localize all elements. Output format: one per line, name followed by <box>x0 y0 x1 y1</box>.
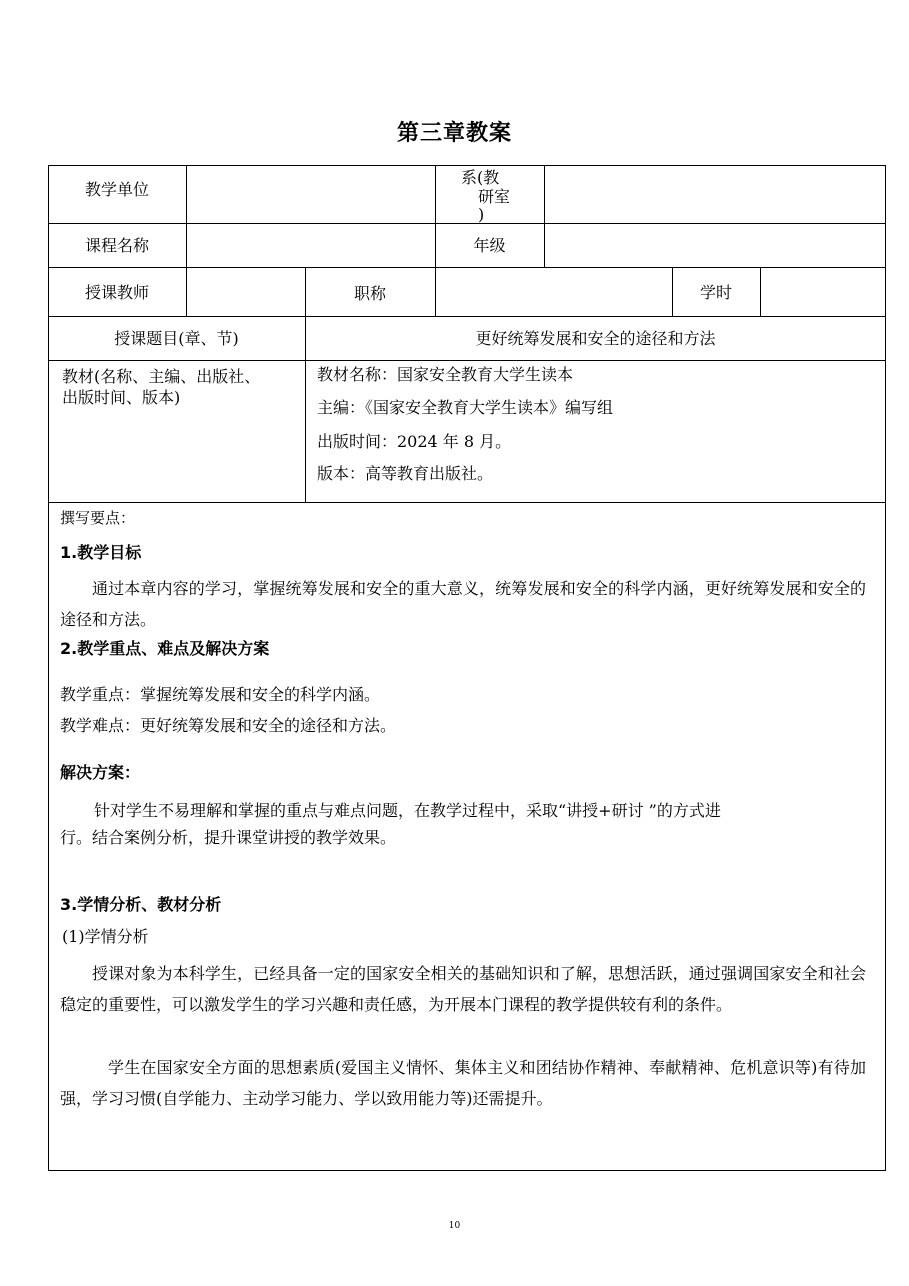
solution-line2: 行。结合案例分析，提升课堂讲授的教学效果。 <box>60 828 397 847</box>
textbook-version: 版本：高等教育出版社。 <box>317 464 494 483</box>
table-rule <box>48 223 886 224</box>
student-analysis-paragraph2: 学生在国家安全方面的思想素质(爱国主义情怀、集体主义和团结协作精神、奉献精神、危机意识等)有待加强，学习习惯(自学能力、主动学习能力、学以致用能力等)还需提升。 <box>60 1058 866 1108</box>
solution-heading: 解决方案： <box>60 763 141 782</box>
teaching-unit-label: 教学单位 <box>84 180 149 199</box>
textbook-label-line2: 出版时间、版本) <box>62 388 181 407</box>
difficult-point: 教学难点：更好统筹发展和安全的途径和方法。 <box>60 716 397 735</box>
department-label-line3: ) <box>478 205 485 224</box>
student-analysis-heading: (1)学情分析 <box>62 927 149 946</box>
section1-paragraph: 通过本章内容的学习，掌握统筹发展和安全的重大意义，统筹发展和安全的科学内涵，更好统筹发展和安全的途径和方法。 <box>60 579 866 629</box>
table-rule <box>186 165 187 317</box>
table-rule <box>544 165 545 268</box>
writing-points-label: 撰写要点： <box>60 509 136 527</box>
department-label-line1: 系(教 <box>461 168 500 187</box>
key-point: 教学重点：掌握统筹发展和安全的科学内涵。 <box>60 685 381 704</box>
textbook-name: 教材名称：国家安全教育大学生读本 <box>317 365 574 384</box>
page-number: 10 <box>448 1221 461 1231</box>
course-name-label: 课程名称 <box>84 236 149 255</box>
table-rule <box>48 502 886 503</box>
page-title: 第三章教案 <box>396 121 512 146</box>
table-rule <box>48 360 886 361</box>
textbook-editor: 主编：《国家安全教育大学生读本》编写组 <box>317 398 614 417</box>
section1-heading: 1.教学目标 <box>60 543 142 562</box>
textbook-label-line1: 教材(名称、主编、出版社、 <box>62 367 261 386</box>
title-rank-label: 职称 <box>353 284 386 303</box>
solution-line1: 针对学生不易理解和掌握的重点与难点问题，在教学过程中，采取“讲授+研讨 ”的方式进 <box>94 801 721 820</box>
topic-label: 授课题目(章、节) <box>114 329 239 348</box>
grade-label: 年级 <box>473 236 506 255</box>
hours-label: 学时 <box>699 283 732 302</box>
teacher-label: 授课教师 <box>84 283 149 302</box>
section2-heading: 2.教学重点、难点及解决方案 <box>60 639 270 658</box>
student-analysis-paragraph1: 授课对象为本科学生，已经具备一定的国家安全相关的基础知识和了解，思想活跃，通过强调国家安全和社会稳定的重要性，可以激发学生的学习兴趣和责任感，为开展本门课程的教学提供较有利的条件。 <box>60 964 866 1014</box>
table-rule <box>760 267 761 317</box>
topic-value: 更好统筹发展和安全的途径和方法 <box>475 329 716 348</box>
section3-heading: 3.学情分析、教材分析 <box>60 895 222 914</box>
department-label-line2: 研室 <box>478 187 511 206</box>
textbook-date: 出版时间：2024 年 8 月。 <box>317 432 512 451</box>
